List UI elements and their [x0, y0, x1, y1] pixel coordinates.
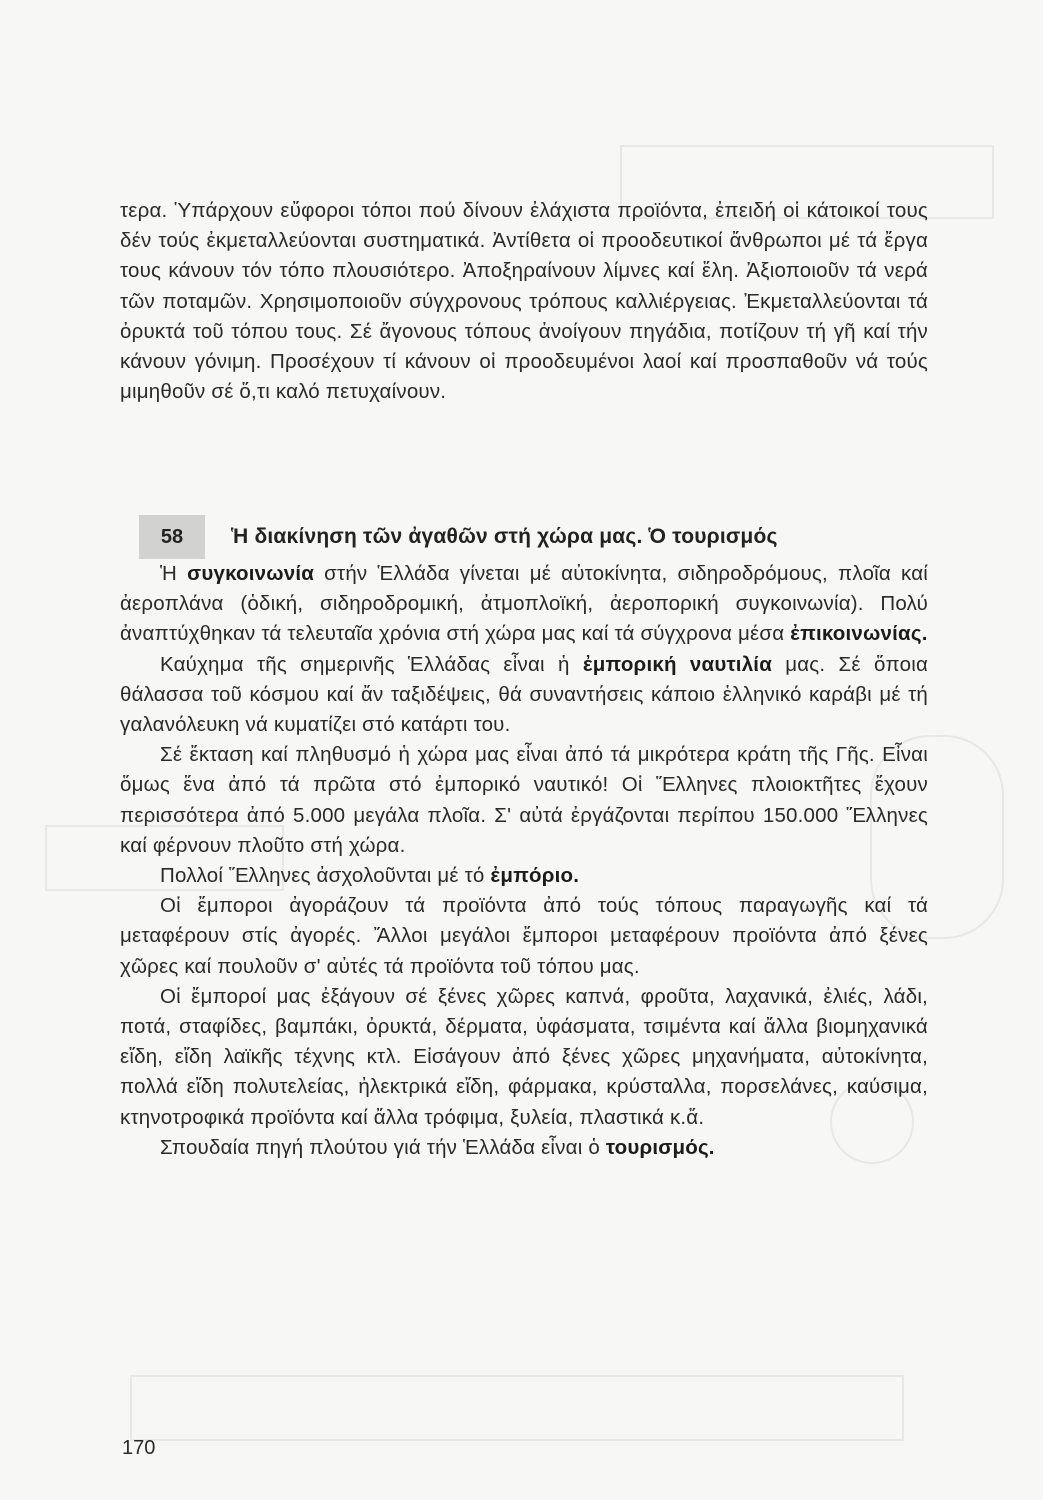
section-title: Ἡ διακίνηση τῶν ἀγαθῶν στή χώρα μας. Ὁ τουρισμός: [231, 525, 778, 548]
section-body: [120, 559, 928, 1163]
intro-paragraph: τερα. Ὑπάρχουν εὔφοροι τόποι πού δίνουν ἐλάχιστα προϊόντα, ἐπειδή οἱ κάτοικοί τους δέν τούς ἐκμεταλλεύονται συστηματικά. Ἀντίθετα οἱ προοδευτικοί ἄνθρωποι μέ τά ἔργα τους κάνουν τόν τόπο πλουσιότερο. Ἀποξηραίνουν λίμνες καί ἕλη. Ἀξιοποιοῦν τά νερά τῶν ποταμῶν. Χρησιμοποιοῦν σύγχρονους τρόπους καλλιέργειας. Ἐκμεταλλεύονται τά ὀρυκτά τοῦ τόπου τους. Σέ ἄγονους τόπους ἀνοίγουν πηγάδια, ποτίζουν τή γῆ καί τήν κάνουν γόνιμη. Προσέχουν τί κάνουν οἱ προοδευμένοι λαοί καί προσπαθοῦν νά τούς μιμηθοῦν σέ ὅ,τι καλό πετυχαίνουν.: [120, 199, 928, 404]
intro-text: [120, 196, 928, 407]
paragraph: Ἡ συγκοινωνία στήν Ἑλλάδα γίνεται μέ αὐτοκίνητα, σιδηροδρόμους, πλοῖα καί ἀεροπλάνα (ὁδική, σιδηροδρομική, ἀτμοπλοϊκή, ἀεροπορική συγκοινωνία). Πολύ ἀναπτύχθηκαν τά τελευταῖα χρόνια στή χώρα μας καί τά σύγχρονα μέσα ἐπικοινωνίας.: [120, 562, 929, 646]
paragraph: Καύχημα τῆς σημερινῆς Ἑλλάδας εἶναι ἡ ἐμπορική ναυτιλία μας. Σέ ὅποια θάλασσα τοῦ κόσμου καί ἄν ταξιδέψεις, θά συναντήσεις κάποιο ἑλληνικό καράβι μέ τή γαλανόλευκη νά κυματίζει στό κατάρτι του.: [120, 652, 929, 737]
paragraph: Οἱ ἔμποροι ἀγοράζουν τά προϊόντα ἀπό τούς τόπους παραγωγῆς καί τά μεταφέρουν στίς ἀγορές. Ἄλλοι μεγάλοι ἔμποροι μεταφέρουν προϊόντα ἀπό ξένες χῶρες καί πουλοῦν σ' αὐτές τά προϊόντα τοῦ τόπου μας.: [120, 894, 928, 978]
paragraph: Σπουδαία πηγή πλούτου γιά τήν Ἑλλάδα εἶναι ὁ τουρισμός.: [160, 1135, 715, 1159]
bleed-through-box: [130, 1375, 904, 1441]
paragraph: Σέ ἔκταση καί πληθυσμό ἡ χώρα μας εἶναι ἀπό τά μικρότερα κράτη τῆς Γῆς. Εἶναι ὅμως ἕνα ἀπό τά πρῶτα στό ἐμπορικό ναυτικό! Οἱ Ἕλληνες πλοιοκτῆτες ἔχουν περισσότερα ἀπό 5.000 μεγάλα πλοῖα. Σ' αὐτά ἐργάζονται περίπου 150.000 Ἕλληνες καί φέρνουν πλοῦτο στή χώρα.: [120, 743, 928, 857]
paragraph: Πολλοί Ἕλληνες ἀσχολοῦνται μέ τό ἐμπόριο.: [160, 864, 580, 888]
section-number: 58: [139, 515, 205, 559]
paragraph: Οἱ ἔμποροί μας ἐξάγουν σέ ξένες χῶρες καπνά, φροῦτα, λαχανικά, ἐλιές, λάδι, ποτά, σταφίδες, βαμπάκι, ὀρυκτά, δέρματα, ὑφάσματα, τσιμέντα καί ἄλλα βιομηχανικά εἴδη, εἴδη λαϊκῆς τέχνης κτλ. Εἰσάγουν ἀπό ξένες χῶρες μηχανήματα, αὐτοκίνητα, πολλά εἴδη πολυτελείας, ἠλεκτρικά εἴδη, φάρμακα, κρύσταλλα, πορσελάνες, καύσιμα, κτηνοτροφικά προϊόντα καί ἄλλα τρόφιμα, ξυλεία, πλαστικά κ.ἄ.: [120, 984, 928, 1129]
page-number: 170: [122, 1437, 156, 1459]
section-heading: [139, 515, 929, 559]
